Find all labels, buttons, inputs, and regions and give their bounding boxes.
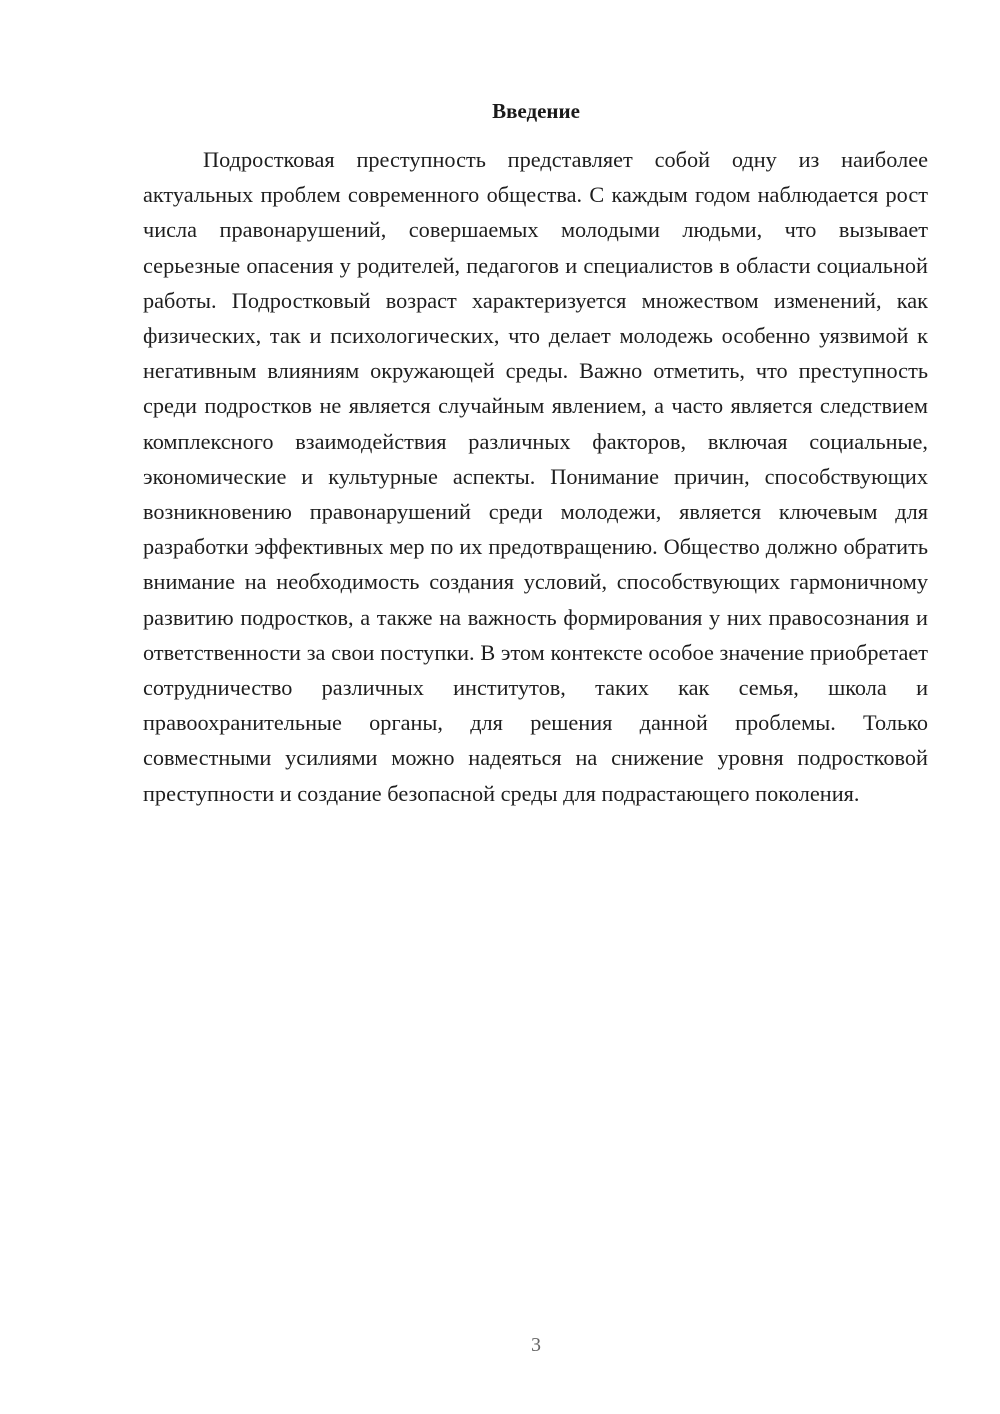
page-number: 3 (531, 1334, 541, 1356)
section-heading: Введение (492, 99, 580, 123)
body-paragraph: Подростковая преступность представляет собой одну из наиболее актуальных проблем современного общества. С каждым годом наблюдается рост числа правонарушений, совершаемых молодыми людьми, что вызывает серьезные опасения у родителей, педагогов и специалистов в области социальной работы. Подростковый возраст характеризуется множеством изменений, как физических, так и психологических, что делает молодежь особенно уязвимой к негативным влияниям окружающей среды. Важно отметить, что преступность среди подростков не является случайным явлением, а часто является следствием комплексного взаимодействия различных факторов, включая социальные, экономические и культурные аспекты. Понимание причин, способствующих возникновению правонарушений среди молодежи, является ключевым для разработки эффективных мер по их предотвращению. Общество должно обратить внимание на необходимость создания условий, способствующих гармоничному развитию подростков, а также на важность формирования у них правосознания и ответственности за свои поступки. В этом контексте особое значение приобретает сотрудничество различных институтов, таких как семья, школа и правоохранительные органы, для решения данной проблемы. Только совместными усилиями можно надеяться на снижение уровня подростковой преступности и создание безопасной среды для подрастающего поколения. (143, 147, 928, 806)
